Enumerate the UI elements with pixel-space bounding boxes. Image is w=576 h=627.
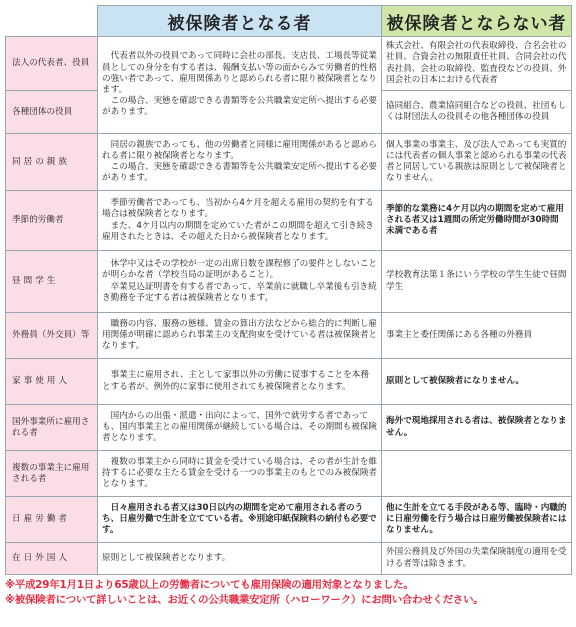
coverage-table-container (5, 5, 571, 608)
row-not-insured: 外国公務員及び外国の失業保険制度の適用を受ける者等は除きます。 (382, 543, 572, 575)
insured-paragraph: 日々雇用される者又は30日以内の期間を定めて雇用される者のうち、日雇労働で生計を立てている者。※別途印紙保険料の納付も必要です。 (102, 502, 377, 536)
table-row (6, 251, 572, 313)
footnote: ※平成29年1月1日より65歳以上の労働者についても雇用保険の適用対象となりました。 (5, 579, 414, 591)
row-category: 国外事業所に雇用される者 (6, 405, 98, 451)
insured-paragraph: 原則として被保険者となります。 (102, 552, 231, 563)
insured-paragraph: 複数の事業主から同時に賃金を受けている場合は、その者が生計を維持するに必要な主たる賃金を受ける一つの事業主のもとでのみ被保険者となります。 (102, 456, 378, 490)
row-category: 各種団体の役員 (6, 91, 98, 134)
table-row (6, 37, 572, 91)
insured-paragraph: 事業主に雇用され、主として家事以外の労働に従事することを本務とする者が、例外的に家事に使用されても被保険者となります。 (102, 370, 369, 392)
table-row (6, 313, 572, 359)
footnote: ※被保険者について詳しいことは、お近くの公共職業安定所（ハローワーク）にお問い合わせください。 (5, 594, 484, 606)
row-insured (98, 543, 382, 575)
row-category: 季節的労働者 (6, 191, 98, 251)
insured-paragraph: 休学中又はその学校が一定の出席日数を課程修了の要件としないことが明らかな者（学校当局の証明があること）。 (102, 259, 378, 281)
row-insured (98, 497, 382, 543)
row-not-insured: 季節的な業務に4ケ月以内の期間を定めて雇用される者又は1週間の所定労働時間が30時間未満である者 (382, 191, 572, 251)
row-insured (98, 405, 382, 451)
row-not-insured: 個人事業の事業主、及び法人であっても実質的には代表者の個人事業と認められる事業の代表者と同居している親族は原則として被保険者となりません。 (382, 134, 572, 191)
row-category: 昼間学生 (6, 251, 98, 313)
table-row (6, 451, 572, 497)
row-category: 外務員（外交員）等 (6, 313, 98, 359)
table-row (6, 191, 572, 251)
header-insured: 被保険者となる者 (98, 6, 382, 37)
row-insured (98, 359, 382, 405)
row-insured (98, 37, 382, 134)
insured-paragraph: 代表者以外の役員であって同時に会社の部長、支店長、工場長等従業員としての身分を有する者は、報酬支払い等の面からみて労働者的性格の強い者であって、雇用関係ありと認められる者に限り被保険者となります。 (102, 51, 378, 95)
row-category: 日雇労働者 (6, 497, 98, 543)
table-row (6, 359, 572, 405)
header-not-insured: 被保険者とならない者 (382, 6, 572, 37)
row-insured (98, 251, 382, 313)
row-insured (98, 313, 382, 359)
footnotes (5, 578, 571, 608)
insured-paragraph: 職務の内容、服務の態様、賃金の算出方法などから総合的に判断し雇用関係が明確に認められ事業主の支配拘束を受けている者は被保険者となります。 (102, 318, 378, 352)
table-row (6, 405, 572, 451)
row-category: 複数の事業主に雇用される者 (6, 451, 98, 497)
coverage-table (5, 5, 572, 575)
table-row (6, 497, 572, 543)
insured-paragraph: 卒業見込証明書を有する者であって、卒業前に就職し卒業後も引き続き勤務を予定する者は被保険者となります。 (102, 281, 377, 303)
row-not-insured: 事業主と委任関係にある各種の外務員 (382, 313, 572, 359)
row-category: 家事使用人 (6, 359, 98, 405)
table-row (6, 543, 572, 575)
insured-paragraph: 国内からの出張・派遣・出向によって、国外で就労する者であっても、国内事業主との雇用関係が継続している場合は、その期間も被保険者となります。 (102, 410, 378, 444)
insured-paragraph: この場合、実態を確認できる書類等を公共職業安定所へ提出する必要があります。 (102, 162, 378, 184)
insured-paragraph: また、4ケ月以内の期間を定めていた者がこの期間を超えて引き続き雇用されたときは、その超えた日から被保険者となります。 (102, 220, 374, 242)
row-insured (98, 451, 382, 497)
insured-paragraph: この場合、実態を確認できる書類等を公共職業安定所へ提出する必要があります。 (102, 96, 378, 118)
row-category: 在日外国人 (6, 543, 98, 575)
row-not-insured (382, 451, 572, 497)
table-row (6, 134, 572, 191)
row-insured (98, 191, 382, 251)
insured-paragraph: 同居の親族であっても、他の労働者と同様に雇用関係があると認められる者に限り被保険者となります。 (102, 139, 377, 161)
row-not-insured: 協同組合、農業協同組合などの役員、社団もしくは財団法人の役員その他各種団体の役員 (382, 91, 572, 134)
row-insured (98, 134, 382, 191)
row-category: 同居の親族 (6, 134, 98, 191)
table-header-row (6, 6, 572, 37)
insured-paragraph: 季節労働者であっても、当初から4ケ月を超える雇用の契約を有する場合は被保険者となります。 (102, 198, 374, 220)
row-not-insured: 海外で現地採用される者は、被保険者となりません。 (382, 405, 572, 451)
row-not-insured: 株式会社、有限会社の代表取締役、合名会社の社員、合資会社の無限責任社員、合同会社の代表社員、会社の取締役、監査役などの役員、外国会社の日本における代表者 (382, 37, 572, 91)
row-category: 法人の代表者、役員 (6, 37, 98, 91)
header-corner (6, 6, 98, 37)
row-not-insured: 原則として被保険者になりません。 (382, 359, 572, 405)
row-not-insured: 学校教育法第１条にいう学校の学生生徒で昼間学生 (382, 251, 572, 313)
row-not-insured: 他に生計を立てる手段がある等、臨時・内職的に日雇労働を行う場合は日雇労働被保険者にはなりません。 (382, 497, 572, 543)
